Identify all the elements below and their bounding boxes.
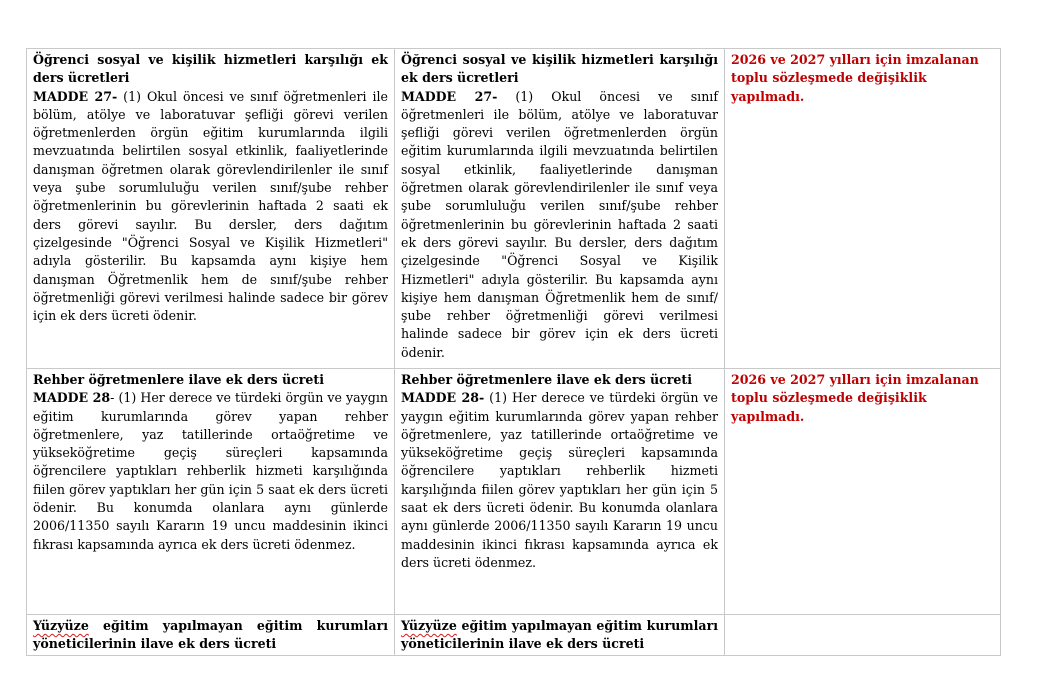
article-number: MADDE 28 [33,390,111,406]
comparison-table [26,48,1001,656]
section-heading: Rehber öğretmenlere ilave ek ders ücreti [33,372,325,387]
new-text-cell [395,49,725,369]
article-number: MADDE 28- [401,390,485,406]
new-text-cell [395,615,725,656]
misspelled-word: Yüzyüze [33,618,89,633]
heading-text: eğitim yapılmayan eğitim kurumları yöneticilerinin ilave ek ders ücreti [33,618,388,652]
table-row [27,49,1001,369]
misspelled-word: Yüzyüze [401,618,457,633]
section-heading [33,617,388,654]
change-note-cell [725,615,1001,656]
article-body: (1) Okul öncesi ve sınıf öğretmenleri ile bölüm, atölye ve laboratuvar şefliği görevi verilen öğretmenlerden örgün eğitim kurumlarında ilgili mevzuatında belirtilen sosyal etkinlik, faaliyetlerinde danışman öğretmen olarak görevlendirilenler ile sınıf veya şube sorumluluğu verilen sınıf/şube rehber öğretmenlerinin bu görevlerinin haftada 2 saati ek ders görevi sayılır. Bu dersler, ders dağıtım çizelgesinde "Öğrenci Sosyal ve Kişilik Hizmetleri" adıyla gösterilir. Bu kapsamda aynı kişiye hem danışman Öğretmenlik hem de sınıf/şube rehber öğretmenliği görevi verilmesi halinde sadece bir görev için ek ders ücreti ödenir. [401,88,718,360]
article-body: (1) Okul öncesi ve sınıf öğretmenleri ile bölüm, atölye ve laboratuvar şefliği görevi verilen öğretmenlerden örgün eğitim kurumlarında ilgili mevzuatında belirtilen sosyal etkinlik, faaliyetlerinde danışman öğretmen olarak görevlendirilenler ile sınıf veya şube sorumluluğu verilen sınıf/şube rehber öğretmenlerinin bu görevlerinin haftada 2 saati ek ders görevi sayılır. Bu dersler, ders dağıtım çizelgesinde "Öğrenci Sosyal ve Kişilik Hizmetleri" adıyla gösterilir. Bu kapsamda aynı kişiye hem danışman Öğretmenlik hem de sınıf/şube rehber öğretmenliği görevi verilmesi halinde sadece bir görev için ek ders ücreti ödenir. [33,88,388,324]
change-note-cell [725,369,1001,615]
table-row [27,369,1001,615]
article-body: (1) Her derece ve türdeki örgün ve yaygın eğitim kurumlarında görev yapan rehber öğretmenlere, yaz tatillerinde ortaöğretime ve yükseköğretime geçiş süreçleri kapsamında öğrencilere yaptıkları rehberlik hizmeti karşılığında fiilen görev yaptıkları her gün için 5 saat ek ders ücreti ödenir. Bu konumda olanlara aynı günlerde 2006/11350 sayılı Kararın 19 uncu maddesinin ikinci fıkrası kapsamında ayrıca ek ders ücreti ödenmez. [401,390,718,570]
article-body: - (1) Her derece ve türdeki örgün ve yaygın eğitim kurumlarında görev yapan rehber öğretmenlere, yaz tatillerinde ortaöğretime ve yükseköğretime geçiş süreçleri kapsamında öğrencilere yaptıkları rehberlik hizmeti karşılığında fiilen görev yaptıkları her gün için 5 saat ek ders ücreti ödenir. Bu konumda olanlara aynı günlerde 2006/11350 sayılı Kararın 19 uncu maddesinin ikinci fıkrası kapsamında ayrıca ek ders ücreti ödenmez. [33,390,388,552]
article-number: MADDE 27- [401,88,498,104]
section-heading [401,617,718,654]
change-note: 2026 ve 2027 yılları için imzalanan toplu sözleşmede değişiklik yapılmadı. [731,52,979,104]
change-note-cell [725,49,1001,369]
heading-text: eğitim yapılmayan eğitim kurumları yöneticilerinin ilave ek ders ücreti [401,618,718,652]
section-heading: Öğrenci sosyal ve kişilik hizmetleri karşılığı ek ders ücretleri [401,52,718,86]
old-text-cell [27,615,395,656]
old-text-cell [27,369,395,615]
section-heading: Rehber öğretmenlere ilave ek ders ücreti [401,372,693,387]
change-note: 2026 ve 2027 yılları için imzalanan toplu sözleşmede değişiklik yapılmadı. [731,372,979,424]
article-number: MADDE 27- [33,88,118,104]
old-text-cell [27,49,395,369]
section-heading: Öğrenci sosyal ve kişilik hizmetleri karşılığı ek ders ücretleri [33,52,388,86]
table-row [27,615,1001,656]
new-text-cell [395,369,725,615]
